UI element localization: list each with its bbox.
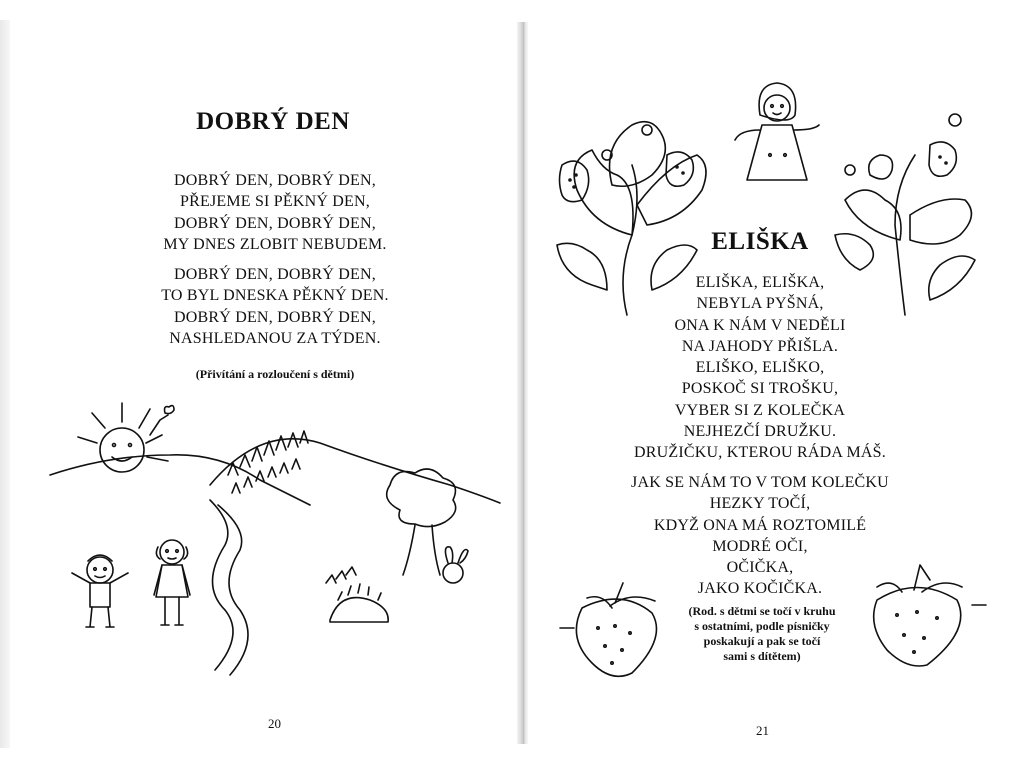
verse-line: JAKO KOČIČKA. xyxy=(697,580,823,598)
verse-line: DOBRÝ DEN, DOBRÝ DEN, xyxy=(174,266,376,283)
verse-line: ELIŠKO, ELIŠKO, xyxy=(695,359,825,377)
verse-line: JAK SE NÁM TO V TOM KOLEČKU xyxy=(631,474,889,491)
note-line: (Rod. s dětmi se točí v kruhu xyxy=(688,604,836,618)
page-number-right: 21 xyxy=(756,723,769,738)
note-line: s ostatními, podle písničky xyxy=(694,619,830,633)
hill-left-drawing xyxy=(50,455,310,505)
verse-line: OČIČKA, xyxy=(726,559,794,577)
verse-line: POSKOČ SI TROŠKU, xyxy=(681,380,839,398)
rabbit-drawing xyxy=(443,547,468,583)
verse-line: DRUŽIČKU, KTEROU RÁDA MÁŠ. xyxy=(634,444,886,462)
verse-line: NASHLEDANOU ZA TÝDEN. xyxy=(169,329,381,347)
instruction-note-left: (Přivítání a rozloučení s dětmi) xyxy=(195,367,355,381)
verse-line: MY DNES ZLOBIT NEBUDEM. xyxy=(163,235,387,253)
hedgehog-drawing xyxy=(326,567,388,622)
sun-drawing xyxy=(78,403,174,472)
verse-line: DOBRÝ DEN, DOBRÝ DEN, xyxy=(174,308,376,326)
poem-title-eliska: ELIŠKA xyxy=(711,228,809,255)
boy-drawing xyxy=(72,555,128,627)
verse-line: ELIŠKA, ELIŠKA, xyxy=(695,274,825,291)
stanza-1-eliska xyxy=(620,272,900,464)
poem-title-dobry-den: DOBRÝ DEN xyxy=(196,108,350,135)
eliska-girl-illustration xyxy=(730,80,825,190)
verse-line: NA JAHODY PŘIŠLA. xyxy=(681,337,839,355)
note-line: poskakují a pak se točí xyxy=(703,634,821,648)
page-number-left: 20 xyxy=(268,716,281,731)
strawberry-right-illustration xyxy=(862,560,987,670)
stanza-1-dobry-den xyxy=(130,170,420,255)
strawberry-left-illustration xyxy=(560,578,670,678)
verse-line: HEZKY TOČÍ, xyxy=(709,495,811,513)
verse-line: NEJHEZČÍ DRUŽKU. xyxy=(683,423,837,441)
verse-line: MODRÉ OČI, xyxy=(712,537,808,555)
verse-line: TO BYL DNESKA PĚKNÝ DEN. xyxy=(161,287,389,305)
verse-line: DOBRÝ DEN, DOBRÝ DEN, xyxy=(174,214,376,232)
verse-line: NEBYLA PYŠNÁ, xyxy=(696,295,824,313)
verse-line: VYBER SI Z KOLEČKA xyxy=(674,401,846,419)
verse-line: PŘEJEME SI PĚKNÝ DEN, xyxy=(180,193,370,211)
verse-line: DOBRÝ DEN, DOBRÝ DEN, xyxy=(174,172,376,189)
instruction-note-right xyxy=(662,604,862,664)
tree-drawing xyxy=(387,469,456,575)
girl-drawing xyxy=(154,540,190,625)
verse-line: KDYŽ ONA MÁ ROZTOMILÉ xyxy=(653,516,867,534)
winding-path-drawing xyxy=(210,500,248,675)
note-line: sami s dítětem) xyxy=(723,649,801,663)
stanza-2-dobry-den xyxy=(130,264,420,349)
hill-right-drawing xyxy=(210,439,500,503)
landscape-illustration xyxy=(50,395,500,685)
verse-line: ONA K NÁM V NEDĚLI xyxy=(674,316,846,334)
